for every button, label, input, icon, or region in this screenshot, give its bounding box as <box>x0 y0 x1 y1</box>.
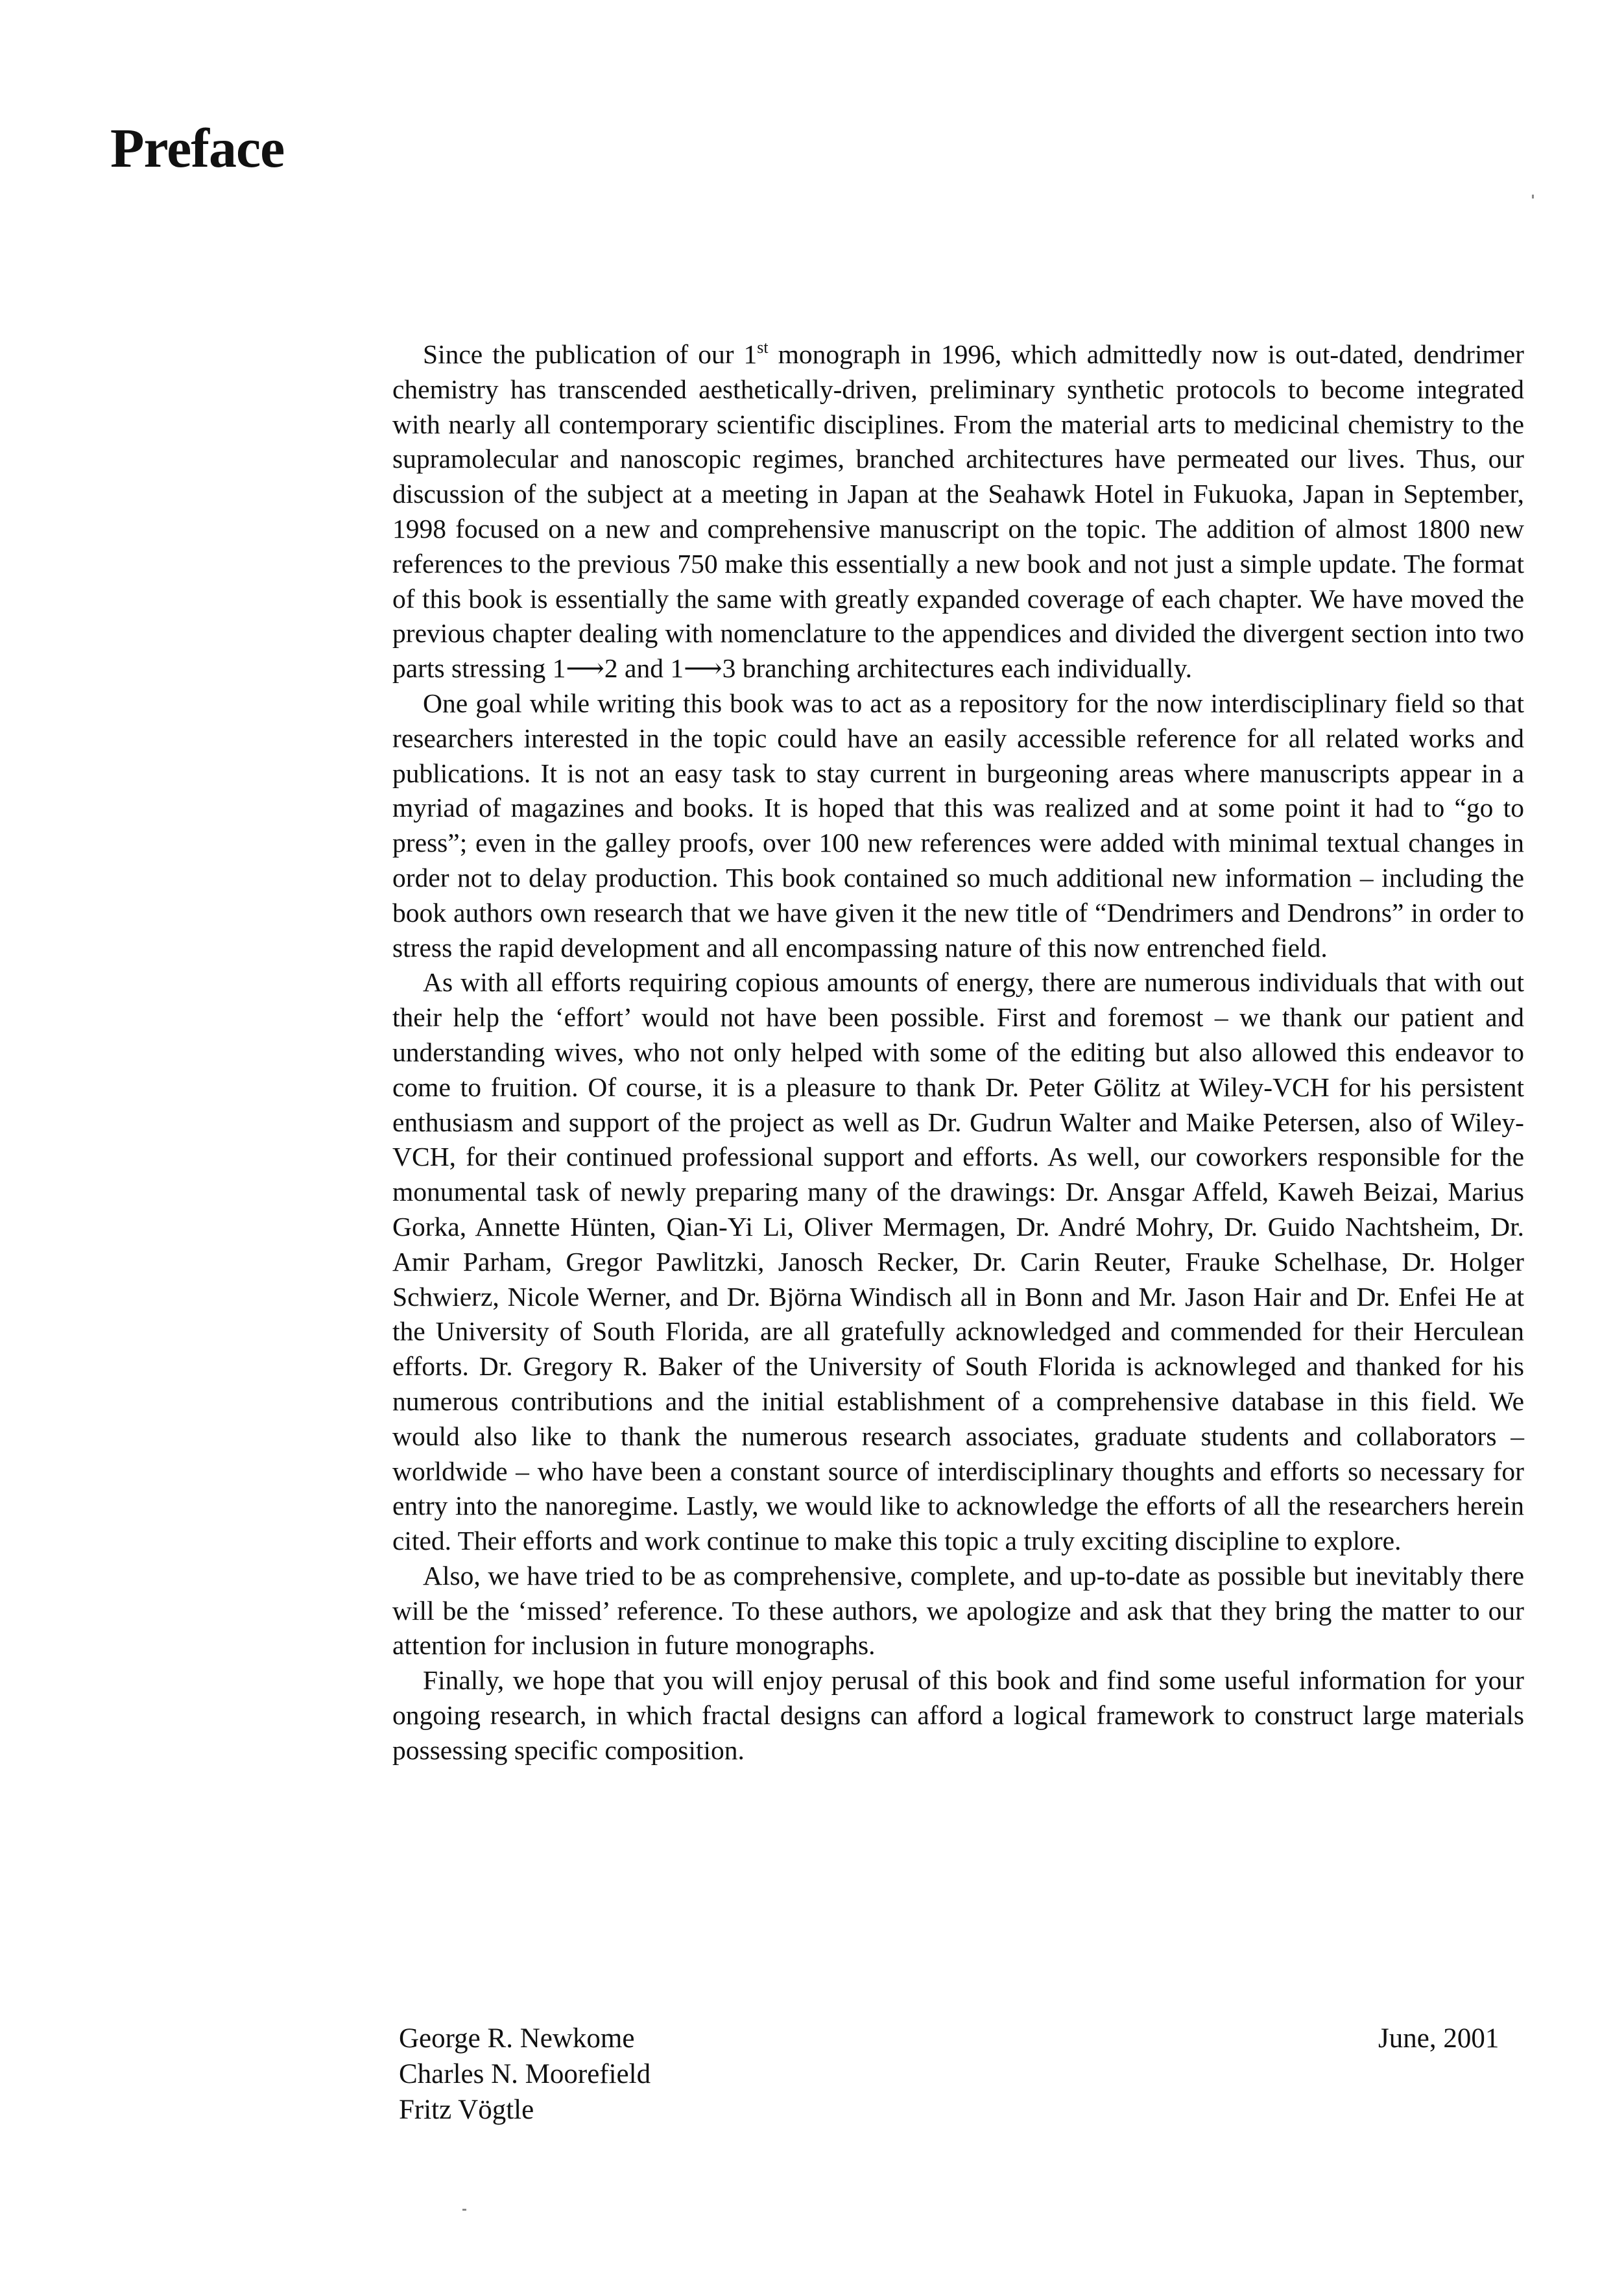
paragraph-1 <box>392 337 1524 686</box>
page-title: Preface <box>110 117 285 179</box>
paragraph-5: Finally, we hope that you will enjoy perusal of this book and find some useful information for your ongoing research, in which fractal designs can afford a logical framework to construct large materials possessing specific composition. <box>392 1665 1524 1765</box>
author-name: George R. Newkome <box>399 2023 635 2054</box>
author-name: Charles N. Moorefield <box>399 2059 651 2089</box>
scan-speck <box>1532 195 1534 198</box>
preface-date: June, 2001 <box>1378 2023 1499 2054</box>
paragraph-1-lead: Since the publication of our 1 <box>423 339 758 369</box>
author-signatures <box>399 2021 651 2128</box>
ordinal-superscript: st <box>757 338 769 357</box>
author-name: Fritz Vögtle <box>399 2095 534 2125</box>
paragraph-4: Also, we have tried to be as comprehensive, complete, and up-to-date as possible but inevitably there will be the ‘missed’ reference. To these authors, we apologize and ask that they bring the matter to our attention for inclusion in future monographs. <box>392 1560 1524 1661</box>
paragraph-2: One goal while writing this book was to act as a repository for the now interdisciplinary field so that researchers interested in the topic could have an easily accessible reference for all related works and publications. It is not an easy task to stay current in burgeoning areas where manuscripts appear in a myriad of magazines and books. It is hoped that this was realized and at some point it had to “go to press”; even in the galley proofs, over 100 new references were added with minimal textual changes in order not to delay production. This book contained so much additional new information – including the book authors own research that we have given it the new title of “Dendrimers and Dendrons” in order to stress the rapid development and all encompassing nature of this now entrenched field. <box>392 688 1524 963</box>
paragraph-1-rest: monograph in 1996, which admittedly now is out-dated, dendrimer chemistry has transcended aesthetically-driven, preliminary synthetic protocols to become integrated with nearly all contemporary scientific disciplines. From the material arts to medicinal chemistry to the supramolecular and nanoscopic regimes, branched architectures have permeated our lives. Thus, our discussion of the subject at a meeting in Japan at the Seahawk Hotel in Fukuoka, Japan in September, 1998 focused on a new and comprehensive manuscript on the topic. The addition of almost 1800 new references to the previous 750 make this essentially a new book and not just a simple update. The format of this book is essentially the same with greatly expanded coverage of each chapter. We have moved the previous chapter dealing with nomenclature to the appendices and divided the divergent section into two parts stressing 1⟶2 and 1⟶3 branching architectures each individually. <box>392 339 1524 684</box>
scan-speck <box>462 2209 466 2211</box>
preface-body <box>392 337 1524 1768</box>
paragraph-3: As with all efforts requiring copious amounts of energy, there are numerous individuals that with out their help the ‘effort’ would not have been possible. First and foremost – we thank our patient and understanding wives, who not only helped with some of the editing but also allowed this endeavor to come to fruition. Of course, it is a pleasure to thank Dr. Peter Gölitz at Wiley-VCH for his persistent enthusiasm and support of the project as well as Dr. Gudrun Walter and Maike Petersen, also of Wiley-VCH, for their continued professional support and efforts. As well, our coworkers responsible for the monumental task of newly preparing many of the drawings: Dr. Ansgar Affeld, Kaweh Beizai, Marius Gorka, Annette Hünten, Qian-Yi Li, Oliver Mermagen, Dr. André Mohry, Dr. Guido Nachtsheim, Dr. Amir Parham, Gregor Pawlitzki, Janosch Recker, Dr. Carin Reuter, Frauke Schelhase, Dr. Holger Schwierz, Nicole Werner, and Dr. Björna Windisch all in Bonn and Mr. Jason Hair and Dr. Enfei He at the University of South Florida, are all gratefully acknowledged and commended for their Herculean efforts. Dr. Gregory R. Baker of the University of South Florida is acknowleged and thanked for his numerous contributions and the initial establishment of a comprehensive database in this field. We would also like to thank the numerous research associates, graduate students and collaborators – worldwide – who have been a constant source of interdisciplinary thoughts and efforts so necessary for entry into the nanoregime. Lastly, we would like to acknowledge the efforts of all the researchers herein cited. Their efforts and work continue to make this topic a truly exciting discipline to explore. <box>392 967 1524 1556</box>
